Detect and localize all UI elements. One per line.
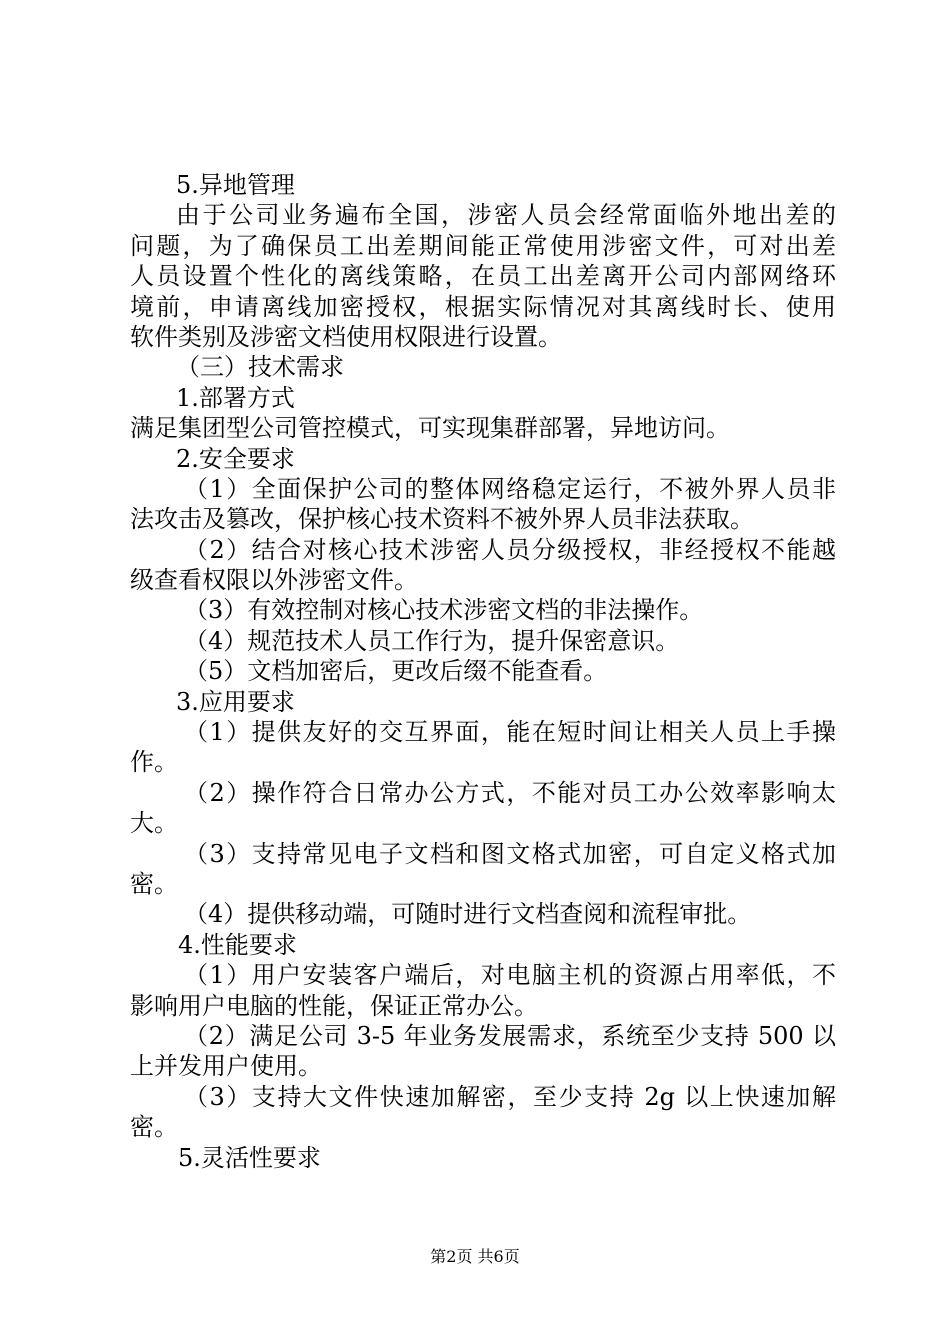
heading-flexibility: 5.灵活性要求 [178,1143,321,1172]
paragraph-line: 软件类别及涉密文档使用权限进行设置。 [130,322,562,351]
list-item-line: （1）提供友好的交互界面，能在短时间让相关人员上手操 [184,718,836,747]
paragraph-line: 满足集团型公司管控模式，可实现集群部署，异地访问。 [130,414,730,443]
list-item-line: （4）提供移动端，可随时进行文档查阅和流程审批。 [184,900,752,929]
list-item-line: 作。 [130,748,178,777]
list-item-line: 密。 [130,869,178,898]
list-item-line: （4）规范技术人员工作行为，提升保密意识。 [184,626,680,655]
heading-remote-management: 5.异地管理 [176,171,295,199]
document-body [130,170,836,1173]
paragraph-line: 人员设置个性化的离线策略，在员工出差离开公司内部网络环 [130,262,836,291]
list-item-line: （1）全面保护公司的整体网络稳定运行，不被外界人员非 [184,474,836,503]
list-item-line: 密。 [130,1113,178,1142]
list-item-line: 影响用户电脑的性能，保证正常办公。 [130,991,538,1020]
list-item-line: （3）支持常见电子文档和图文格式加密，可自定义格式加 [184,839,836,868]
list-item-line: 级查看权限以外涉密文件。 [130,566,418,595]
heading-technical-requirements: （三）技术需求 [176,353,344,382]
heading-deployment: 1.部署方式 [176,383,295,412]
list-item-line: 法攻击及篡改，保护核心技术资料不被外界人员非法获取。 [130,505,754,534]
heading-application: 3.应用要求 [176,687,295,716]
list-item-line: （1）用户安装客户端后，对电脑主机的资源占用率低，不 [184,961,836,990]
paragraph-line: 问题，为了确保员工出差期间能正常使用涉密文件，可对出差 [130,231,836,260]
list-item-line: （2）结合对核心技术涉密人员分级授权，非经授权不能越 [184,535,836,564]
heading-performance: 4.性能要求 [178,930,297,959]
heading-security: 2.安全要求 [176,444,295,473]
list-item-line: （2）满足公司 3-5 年业务发展需求，系统至少支持 500 以 [184,1021,836,1050]
list-item-line: （3）支持大文件快速加解密，至少支持 2g 以上快速加解 [184,1082,836,1111]
paragraph-line: 由于公司业务遍布全国，涉密人员会经常面临外地出差的 [176,201,836,230]
page-footer: 第2页 共6页 [430,1247,520,1266]
list-item-line: （2）操作符合日常办公方式，不能对员工办公效率影响太 [184,778,836,807]
list-item-line: 上并发用户使用。 [130,1052,322,1081]
paragraph-line: 境前，申请离线加密授权，根据实际情况对其离线时长、使用 [130,292,836,321]
list-item-line: （5）文档加密后，更改后缀不能查看。 [184,657,608,686]
list-item-line: （3）有效控制对核心技术涉密文档的非法操作。 [184,596,704,625]
list-item-line: 大。 [130,809,178,838]
